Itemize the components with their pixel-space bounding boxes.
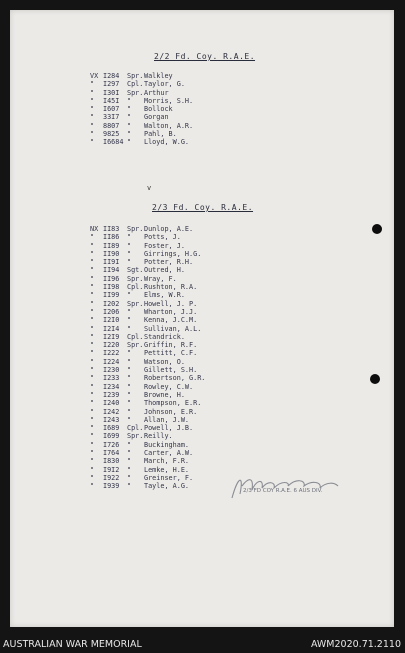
service-prefix: " — [90, 440, 95, 449]
roster-row — [90, 300, 244, 308]
service-number: I2I4 — [103, 324, 120, 333]
rank: Spr. — [127, 225, 144, 233]
service-number: I220 — [103, 341, 120, 350]
service-number: I764 — [103, 449, 120, 458]
roster-row — [90, 122, 244, 130]
service-number: II83 — [103, 225, 120, 233]
service-prefix: " — [90, 473, 95, 482]
rank: " — [127, 130, 132, 139]
service-prefix: " — [90, 465, 95, 474]
service-prefix: " — [90, 283, 95, 292]
roster-row — [90, 416, 244, 424]
service-number: I230 — [103, 366, 120, 375]
soldier-name: Reilly. — [144, 432, 173, 441]
section-title-2-3: 2/3 Fd. Coy. R.A.E. — [152, 203, 254, 212]
soldier-name: Pettitt, C.F. — [144, 349, 198, 358]
soldier-name: Johnson, E.R. — [144, 407, 198, 416]
roster-row — [90, 449, 244, 457]
soldier-name: Kenna, J.C.M. — [144, 316, 198, 325]
soldier-name: Robertson, G.R. — [144, 374, 206, 383]
roster-row — [90, 233, 244, 241]
soldier-name: Powell, J.B. — [144, 424, 194, 433]
soldier-name: Girrings, H.G. — [144, 249, 202, 258]
service-number: II96 — [103, 274, 120, 283]
tick-mark: v — [147, 184, 152, 192]
service-number: 33I7 — [103, 113, 120, 122]
rank: " — [127, 457, 132, 466]
footer-accession-number: AWM2020.71.2110 — [310, 639, 401, 650]
service-number: I922 — [103, 473, 120, 482]
soldier-name: Lloyd, W.G. — [144, 138, 190, 147]
rank: Cpl. — [127, 80, 144, 89]
service-number: I607 — [103, 105, 120, 114]
rank: " — [127, 465, 132, 474]
soldier-name: Outred, H. — [144, 266, 185, 275]
service-prefix: " — [90, 457, 95, 466]
rank: Spr. — [127, 341, 144, 350]
soldier-name: Pahl, B. — [144, 130, 177, 139]
service-prefix: " — [90, 130, 95, 139]
rank: " — [127, 249, 132, 258]
rank: " — [127, 307, 132, 316]
service-prefix: " — [90, 349, 95, 358]
soldier-name: Elms, W.R. — [144, 291, 185, 300]
service-prefix: " — [90, 332, 95, 341]
soldier-name: Potter, R.H. — [144, 258, 194, 267]
soldier-name: Griffin, R.F. — [144, 341, 198, 350]
service-number: I234 — [103, 382, 120, 391]
roster-row — [90, 482, 244, 490]
rank: " — [127, 258, 132, 267]
service-number: II86 — [103, 233, 120, 242]
service-prefix: " — [90, 316, 95, 325]
soldier-name: Morris, S.H. — [144, 96, 194, 105]
roster-row — [90, 258, 244, 266]
service-prefix: " — [90, 241, 95, 250]
roster-row — [90, 283, 244, 291]
roster-row — [90, 457, 244, 465]
service-number: I222 — [103, 349, 120, 358]
soldier-name: Taylor, G. — [144, 80, 185, 89]
service-number: I240 — [103, 399, 120, 408]
rank: " — [127, 374, 132, 383]
soldier-name: Carter, A.W. — [144, 449, 194, 458]
rank: " — [127, 113, 132, 122]
service-prefix: " — [90, 249, 95, 258]
rank: " — [127, 366, 132, 375]
roster-row — [90, 97, 244, 105]
service-prefix: " — [90, 424, 95, 433]
service-number: II94 — [103, 266, 120, 275]
roster-row — [90, 130, 244, 138]
archive-footer — [0, 637, 405, 653]
rank: " — [127, 138, 132, 147]
service-number: 8807 — [103, 121, 120, 130]
roster-row — [90, 366, 244, 374]
soldier-name: Howell, J. P. — [144, 299, 198, 308]
roster-row — [90, 105, 244, 113]
roster-row — [90, 266, 244, 274]
soldier-name: Potts, J. — [144, 233, 181, 242]
soldier-name: Greinser, F. — [144, 473, 194, 482]
service-number: II90 — [103, 249, 120, 258]
rank: Cpl. — [127, 283, 144, 292]
soldier-name: Watson, O. — [144, 357, 185, 366]
roster-row — [90, 399, 244, 407]
soldier-name: Foster, J. — [144, 241, 185, 250]
service-prefix: " — [90, 291, 95, 300]
service-number: I45I — [103, 96, 120, 105]
service-prefix: " — [90, 105, 95, 114]
soldier-name: Arthur — [144, 88, 169, 97]
rank: " — [127, 449, 132, 458]
service-prefix: " — [90, 113, 95, 122]
roster-row — [90, 316, 244, 324]
soldier-name: Walton, A.R. — [144, 121, 194, 130]
service-number: I939 — [103, 482, 120, 491]
service-prefix: " — [90, 121, 95, 130]
rank: " — [127, 473, 132, 482]
roster-row — [90, 250, 244, 258]
roster-row — [90, 291, 244, 299]
punch-hole-top — [372, 224, 382, 234]
service-prefix: " — [90, 266, 95, 275]
soldier-name: Standrick. — [144, 332, 185, 341]
roster-row — [90, 80, 244, 88]
rank: Spr. — [127, 432, 144, 441]
soldier-name: Gorgan — [144, 113, 169, 122]
roster-row — [90, 432, 244, 440]
roster-row — [90, 424, 244, 432]
service-prefix: " — [90, 415, 95, 424]
roster-row — [90, 333, 244, 341]
service-number: I206 — [103, 307, 120, 316]
service-prefix: " — [90, 390, 95, 399]
rank: Spr. — [127, 299, 144, 308]
soldier-name: March, F.R. — [144, 457, 190, 466]
service-number: 9825 — [103, 130, 120, 139]
rank: " — [127, 390, 132, 399]
service-number: II98 — [103, 283, 120, 292]
rank: " — [127, 349, 132, 358]
soldier-name: Wray, F. — [144, 274, 177, 283]
service-number: II9I — [103, 258, 120, 267]
roster-row — [90, 408, 244, 416]
service-prefix: " — [90, 449, 95, 458]
rank: " — [127, 482, 132, 491]
soldier-name: Wharton, J.J. — [144, 307, 198, 316]
soldier-name: Tayle, A.G. — [144, 482, 190, 491]
service-prefix: " — [90, 138, 95, 147]
soldier-name: Allan, J.W. — [144, 415, 190, 424]
service-number: I224 — [103, 357, 120, 366]
roster-row — [90, 358, 244, 366]
roster-row — [90, 138, 244, 146]
service-number: II99 — [103, 291, 120, 300]
soldier-name: Gillett, S.H. — [144, 366, 198, 375]
rank: " — [127, 440, 132, 449]
roster-row — [90, 225, 244, 233]
rank: Spr. — [127, 88, 144, 97]
rank: " — [127, 357, 132, 366]
service-prefix: " — [90, 307, 95, 316]
service-prefix: " — [90, 407, 95, 416]
soldier-name: Buckingham. — [144, 440, 190, 449]
service-prefix: " — [90, 482, 95, 491]
roster-row — [90, 466, 244, 474]
rank: " — [127, 241, 132, 250]
soldier-name: Browne, H. — [144, 390, 185, 399]
rank: Spr. — [127, 72, 144, 80]
service-number: I243 — [103, 415, 120, 424]
rank: " — [127, 121, 132, 130]
soldier-name: Rushton, R.A. — [144, 283, 198, 292]
service-prefix: " — [90, 299, 95, 308]
service-number: I689 — [103, 424, 120, 433]
rank: " — [127, 291, 132, 300]
rank: Cpl. — [127, 332, 144, 341]
service-prefix: VX — [90, 72, 99, 80]
rank: " — [127, 399, 132, 408]
service-prefix: " — [90, 341, 95, 350]
roster-row — [90, 391, 244, 399]
soldier-name: Bollock — [144, 105, 173, 114]
rank: " — [127, 415, 132, 424]
service-prefix: " — [90, 88, 95, 97]
service-number: I242 — [103, 407, 120, 416]
roster-row — [90, 374, 244, 382]
roster-row — [90, 113, 244, 121]
rank: " — [127, 233, 132, 242]
service-prefix: NX — [90, 225, 99, 233]
service-number: I6684 — [103, 138, 124, 147]
service-prefix: " — [90, 432, 95, 441]
roster-2-3 — [90, 225, 244, 491]
roster-row — [90, 242, 244, 250]
service-prefix: " — [90, 274, 95, 283]
rank: " — [127, 105, 132, 114]
roster-row — [90, 89, 244, 97]
roster-row — [90, 72, 244, 80]
roster-row — [90, 474, 244, 482]
service-number: I2I0 — [103, 316, 120, 325]
service-number: I726 — [103, 440, 120, 449]
rank: " — [127, 407, 132, 416]
roster-row — [90, 383, 244, 391]
service-number: I699 — [103, 432, 120, 441]
roster-row — [90, 308, 244, 316]
rank: " — [127, 96, 132, 105]
service-number: I830 — [103, 457, 120, 466]
service-number: I284 — [103, 72, 120, 80]
punch-hole-bottom — [370, 374, 380, 384]
footer-archive-name: AUSTRALIAN WAR MEMORIAL — [3, 639, 142, 650]
soldier-name: Lemke, H.E. — [144, 465, 190, 474]
roster-row — [90, 275, 244, 283]
service-prefix: " — [90, 324, 95, 333]
roster-row — [90, 441, 244, 449]
service-number: I9I2 — [103, 465, 120, 474]
service-prefix: " — [90, 366, 95, 375]
service-prefix: " — [90, 399, 95, 408]
service-prefix: " — [90, 96, 95, 105]
service-number: I239 — [103, 390, 120, 399]
service-number: I233 — [103, 374, 120, 383]
service-number: I30I — [103, 88, 120, 97]
rank: Spr. — [127, 274, 144, 283]
service-prefix: " — [90, 374, 95, 383]
soldier-name: Thompson, E.R. — [144, 399, 202, 408]
rank: Cpl. — [127, 424, 144, 433]
rank: " — [127, 324, 132, 333]
service-prefix: " — [90, 382, 95, 391]
roster-2-2 — [90, 72, 244, 147]
roster-row — [90, 341, 244, 349]
service-prefix: " — [90, 80, 95, 89]
rank: " — [127, 382, 132, 391]
soldier-name: Walkley — [144, 72, 173, 80]
unit-stamp: 2/3 FD COY R.A.E. 6 AUS DIV. — [243, 488, 323, 494]
service-prefix: " — [90, 233, 95, 242]
roster-row — [90, 325, 244, 333]
rank: Sgt. — [127, 266, 144, 275]
soldier-name: Sullivan, A.L. — [144, 324, 202, 333]
soldier-name: Rowley, C.W. — [144, 382, 194, 391]
service-prefix: " — [90, 357, 95, 366]
service-number: I202 — [103, 299, 120, 308]
service-prefix: " — [90, 258, 95, 267]
service-number: I297 — [103, 80, 120, 89]
roster-row — [90, 349, 244, 357]
service-number: I2I9 — [103, 332, 120, 341]
soldier-name: Dunlop, A.E. — [144, 225, 194, 233]
rank: " — [127, 316, 132, 325]
section-title-2-2: 2/2 Fd. Coy. R.A.E. — [154, 52, 256, 61]
signature — [226, 466, 346, 506]
service-number: II89 — [103, 241, 120, 250]
